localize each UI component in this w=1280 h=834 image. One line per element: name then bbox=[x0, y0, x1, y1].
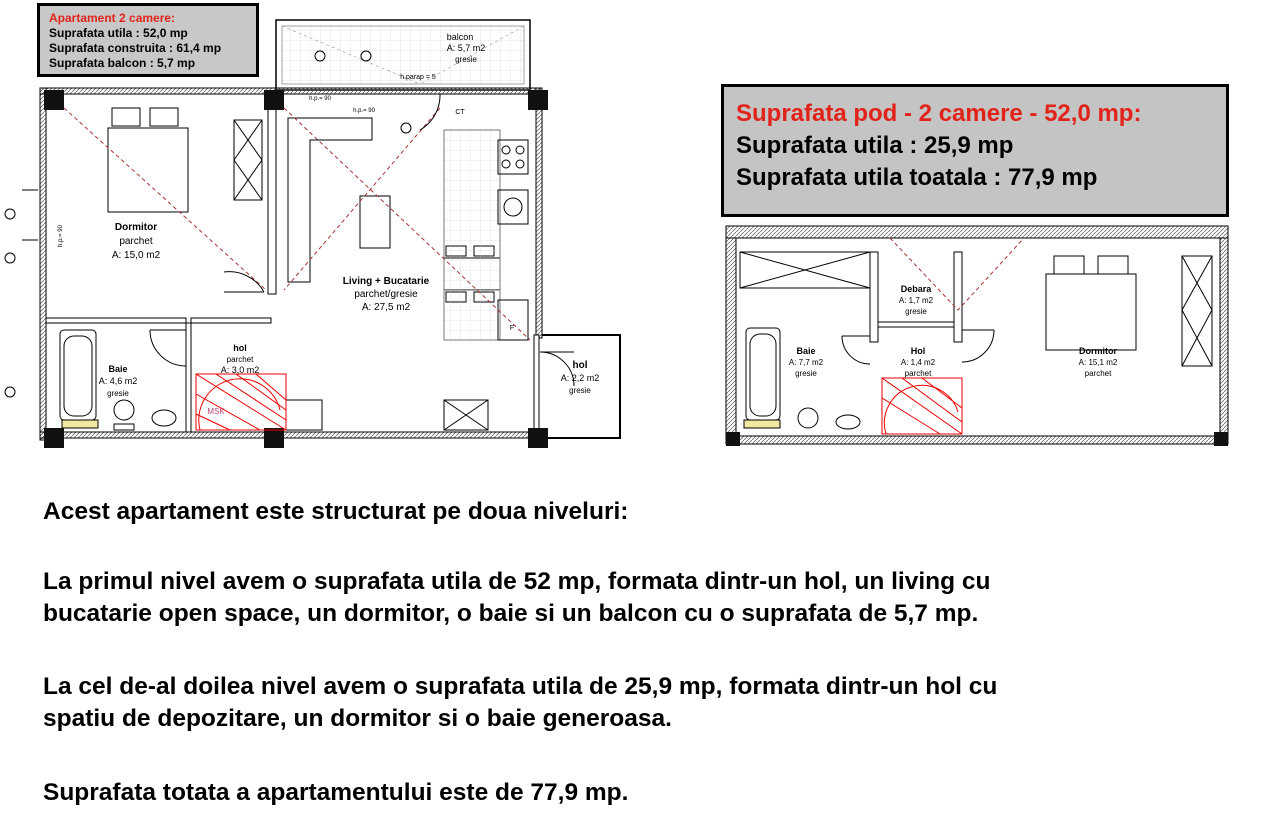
description-level2-line2: spatiu de depozitare, un dormitor si o baie generoasa. bbox=[43, 705, 672, 732]
window-height-mark-1: h.p.= 90 bbox=[309, 96, 331, 102]
parapet-height-mark: h.parap = 5 bbox=[400, 74, 436, 81]
total-usable-area: Suprafata utila toatala : 77,9 mp bbox=[736, 164, 1098, 191]
description-level1-line1: La primul nivel avem o suprafata utila de 52 mp, formata dintr-un hol, un living cu bbox=[43, 568, 991, 595]
summary-title: Apartament 2 camere: bbox=[49, 11, 176, 25]
bedroom-name: Dormitor bbox=[114, 222, 158, 233]
attic-hall-name: Hol bbox=[910, 346, 926, 356]
attic-bedroom-area: A: 15,1 m2 bbox=[1078, 358, 1118, 367]
living-area: A: 27,5 m2 bbox=[361, 302, 411, 313]
description-level2-line1: La cel de-al doilea nivel avem o suprafata utila de 25,9 mp, formata dintr-un hol cu bbox=[43, 673, 998, 700]
bedroom-finish: parchet bbox=[119, 236, 153, 247]
description-intro: Acest apartament este structurat pe doua niveluri: bbox=[43, 498, 629, 525]
living-finish: parchet/gresie bbox=[354, 289, 418, 300]
bedroom-area: A: 15,0 m2 bbox=[111, 250, 161, 261]
hall1-area: A: 3,0 m2 bbox=[220, 365, 260, 375]
attic-walls bbox=[726, 226, 1228, 444]
summary-built-area: Suprafata construita : 61,4 mp bbox=[49, 41, 222, 55]
description-level1-line2: bucatarie open space, un dormitor, o baie si un balcon cu o suprafata de 5,7 mp. bbox=[43, 600, 979, 627]
balcony-finish: gresie bbox=[455, 55, 477, 64]
hall2-finish: gresie bbox=[569, 386, 591, 395]
boiler-mark: CT bbox=[455, 109, 465, 116]
hall2-name: hol bbox=[572, 360, 588, 371]
window-height-mark-2: h.p.= 90 bbox=[353, 108, 375, 114]
attic-bath-finish: gresie bbox=[795, 369, 817, 378]
hall1-name: hol bbox=[233, 343, 247, 353]
storage-area: A: 1,7 m2 bbox=[898, 296, 934, 305]
attic-furniture bbox=[744, 256, 1212, 429]
attic-summary-box bbox=[721, 84, 1229, 217]
attic-bedroom-name: Dormitor bbox=[1079, 346, 1117, 356]
attic-hall-finish: parchet bbox=[904, 369, 932, 378]
hall2-area: A: 2,2 m2 bbox=[560, 373, 600, 383]
attic-bath-area: A: 7,7 m2 bbox=[788, 358, 824, 367]
storage-finish: gresie bbox=[905, 307, 927, 316]
attic-hall-area: A: 1,4 m2 bbox=[900, 358, 936, 367]
storage-name: Debara bbox=[900, 284, 932, 294]
stairs-level-2 bbox=[882, 378, 962, 434]
stairs-mark: MSK bbox=[207, 407, 225, 416]
attic-bedroom-finish: parchet bbox=[1084, 369, 1112, 378]
living-name: Living + Bucatarie bbox=[342, 276, 430, 287]
attic-usable-area: Suprafata utila : 25,9 mp bbox=[736, 132, 1014, 159]
hall1-finish: parchet bbox=[226, 355, 254, 364]
fridge-mark: F bbox=[509, 325, 515, 332]
bath-name: Baie bbox=[108, 364, 128, 374]
bath-finish: gresie bbox=[107, 389, 129, 398]
summary-usable-area: Suprafata utila : 52,0 mp bbox=[49, 26, 188, 40]
balcony-name: balcon bbox=[446, 32, 474, 42]
window-height-mark-3: h.p.= 90 bbox=[58, 225, 64, 247]
apartment-summary-box bbox=[37, 3, 259, 77]
balcony-area: A: 5,7 m2 bbox=[446, 43, 486, 53]
attic-summary-title: Suprafata pod - 2 camere - 52,0 mp: bbox=[736, 100, 1142, 127]
description-total: Suprafata totata a apartamentului este de 77,9 mp. bbox=[43, 779, 629, 806]
room-labels-level-2 bbox=[789, 284, 1118, 378]
bath-area: A: 4,6 m2 bbox=[98, 376, 138, 386]
summary-balcony-area: Suprafata balcon : 5,7 mp bbox=[49, 56, 196, 70]
attic-bath-name: Baie bbox=[796, 346, 816, 356]
